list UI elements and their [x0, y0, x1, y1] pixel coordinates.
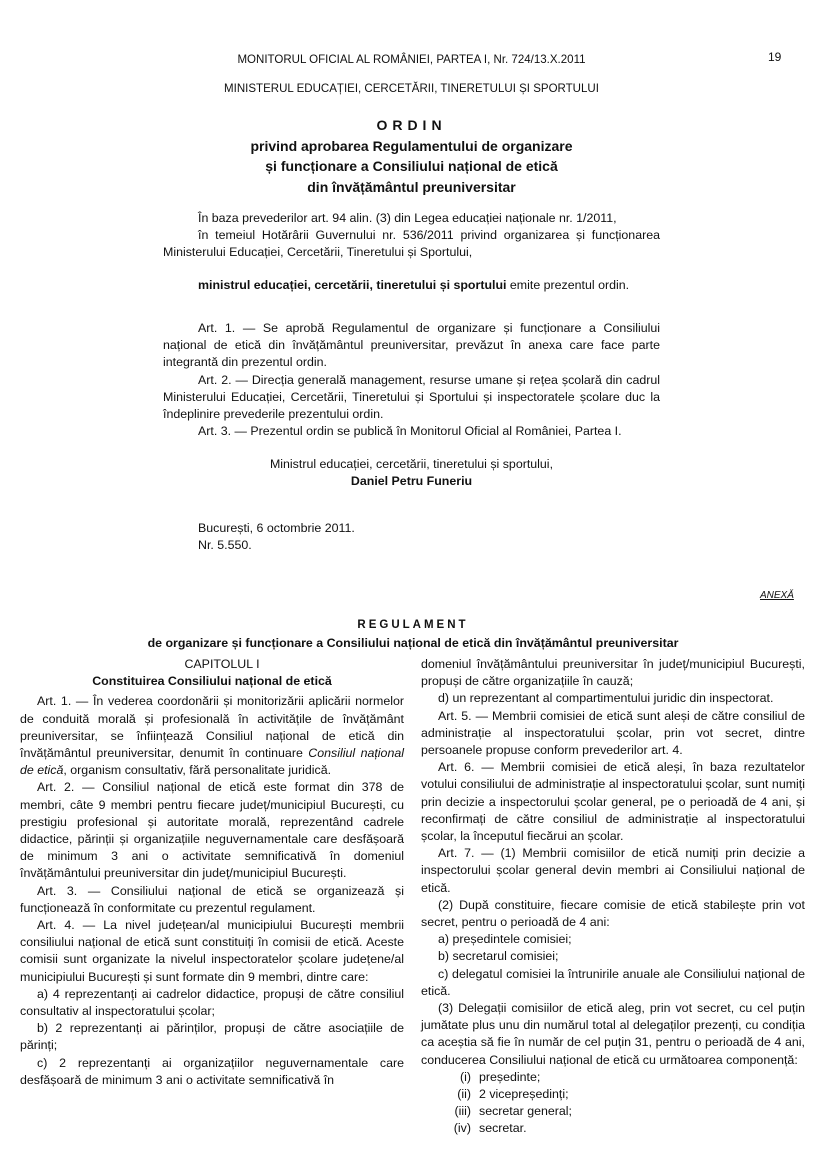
article-paragraph: (3) Delegații comisiilor de etică aleg, prin vot secret, cu cel puțin jumătate plus unu din numărul total al delegaților prezenți, cu condiția ca aceștia să fie în număr de cel puțin 31, pentru o perioadă de 4 ani, conducerea Consiliului național de etică cu următoarea componență:	[421, 1001, 805, 1067]
issuer-rest: emite prezentul ordin.	[506, 278, 630, 292]
article-paragraph: Art. 2. — Consiliul național de etică este format din 378 de membri, câte 9 membri pentru fiecare județ/municipiul București, cu prestigiu profesional și autoritate morală, reprezentând cadrele didactice, părinții și organizațiile neguvernamentale care desfășoară de minimum 3 ani o activitate semnificativă în domeniul învățământului preuniversitar din județ/municipiul București.	[20, 780, 404, 881]
article-paragraph: (2) După constituire, fiecare comisie de etică stabilește prin vot secret, pentru o perioadă de 4 ani:	[421, 897, 805, 930]
roman-numeral: (iv)	[453, 1121, 471, 1136]
preamble-paragraph: în temeiul Hotărârii Guvernului nr. 536/2011 privind organizarea și funcționarea Ministerului Educației, Cercetării, Tineretului și Sportului,	[163, 228, 660, 260]
article-paragraph: Art. 7. — (1) Membrii comisiilor de etică numiți prin decizie a inspectorului școlar general devin membri ai Consiliului național de etică.	[421, 846, 805, 895]
order-number: Nr. 5.550.	[198, 538, 252, 552]
ministry-name: MINISTERUL EDUCAȚIEI, CERCETĂRII, TINERETULUI ȘI SPORTULUI	[224, 81, 599, 95]
right-column	[421, 656, 805, 1138]
preamble-paragraph: În baza prevederilor art. 94 alin. (3) din Legea educației naționale nr. 1/2011,	[198, 211, 617, 225]
signatory-name: Daniel Petru Funeriu	[350, 474, 473, 488]
order-article: Art. 1. — Se aprobă Regulamentul de organizare și funcționare a Consiliului național de etică din învățământul preuniversitar, prevăzut în anexa care face parte integrantă din prezentul ordin.	[163, 321, 660, 370]
annex-subtitle: de organizare și funcționare a Consiliului național de etică din învățământul preuniversitar	[147, 636, 679, 650]
order-subtitle-2: și funcționare a Consiliului național de etică	[265, 158, 558, 174]
list-item: c) 2 reprezentanți ai organizațiilor neguvernamentale care desfășoară de minimum 3 ani o activitate semnificativă în	[20, 1055, 404, 1087]
art1-text: Art. 1. — În vederea coordonării și monitorizării aplicării normelor de conduită morală și profesională în activitățile de învățământ preuniversitar, se înființează Consiliul național de etică din învățământul preuniversitar, denumit în continuare	[20, 694, 404, 761]
roman-list-item	[421, 1120, 805, 1137]
left-column	[20, 656, 404, 1089]
signatory-title: Ministrul educației, cercetării, tineretului și sportului,	[269, 457, 554, 471]
page-number: 19	[768, 50, 782, 64]
roman-list-item	[421, 1086, 805, 1103]
list-item: a) președintele comisiei;	[438, 932, 572, 947]
order-subtitle-1: privind aprobarea Regulamentului de organizare	[250, 138, 573, 154]
issuer-paragraph	[163, 277, 660, 294]
art1-italic: Consiliul național de etică	[20, 746, 404, 778]
order-article: Art. 3. — Prezentul ordin se publică în Monitorul Oficial al României, Partea I.	[198, 424, 622, 439]
list-item: d) un reprezentant al compartimentului juridic din inspectorat.	[438, 691, 774, 706]
list-item: a) 4 reprezentanți ai cadrelor didactice, propuși de către consiliul consultativ al inspectoratului școlar;	[20, 986, 404, 1019]
chapter-title: Constituirea Consiliului național de etică	[92, 674, 332, 689]
order-subtitle-3: din învățământul preuniversitar	[307, 179, 516, 195]
list-item: b) secretarul comisiei;	[438, 949, 559, 964]
list-item: c) delegatul comisiei la întrunirile anuale ale Consiliului național de etică.	[421, 966, 805, 998]
roman-list-item	[421, 1103, 805, 1120]
article-paragraph: Art. 4. — La nivel județean/al municipiului București membrii consiliului național de etică sunt constituiți în comisii de etică. Aceste comisii sunt organizate la nivelul inspectoratelor școlare județene/al municipiului București și sunt formate din 9 membri, dintre care:	[20, 918, 404, 984]
publication-header: MONITORUL OFICIAL AL ROMÂNIEI, PARTEA I, Nr. 724/13.X.2011	[237, 52, 586, 66]
order-preamble	[163, 210, 660, 262]
art1-text-end: , organism consultativ, fără personalitate juridică.	[63, 763, 332, 778]
issuer-bold: ministrul educației, cercetării, tineretului și sportului	[198, 278, 507, 292]
annex-title: REGULAMENT	[357, 619, 469, 631]
article-1	[20, 693, 404, 779]
roman-text: secretar.	[479, 1121, 527, 1136]
order-title: ORDIN	[376, 117, 447, 133]
continuation-paragraph: domeniul învățământului preuniversitar în județ/municipiul București, propuși de către organizațiile în cauză;	[421, 657, 805, 689]
roman-list-item	[421, 1069, 805, 1086]
roman-numeral: (i)	[459, 1069, 471, 1084]
article-paragraph: Art. 5. — Membrii comisiei de etică sunt aleși de către consiliul de administrație al inspectoratului școlar, prin vot secret, dintre persoanele propuse conform prevederilor art. 4.	[421, 708, 805, 758]
roman-text: președinte;	[479, 1069, 541, 1084]
chapter-label: CAPITOLUL I	[184, 657, 260, 671]
roman-text: secretar general;	[479, 1104, 572, 1119]
list-item: b) 2 reprezentanți ai părinților, propuși de către asociațiile de părinți;	[20, 1021, 404, 1053]
article-paragraph: Art. 6. — Membrii comisiei de etică aleși, în baza rezultatelor votului consiliului de administrație al inspectoratului școlar, sunt numiți prin decizie a inspectorului școlar general, pe o perioadă de 4 ani, și reconfirmați de către consiliul de administrație al inspectoratului școlar, la începutul fiecărui an școlar.	[421, 760, 805, 844]
order-article: Art. 2. — Direcția generală management, resurse umane și rețea școlară din cadrul Ministerului Educației, Cercetării, Tineretului și Sportului și inspectoratele școlare duc la îndeplinire prevederile prezentului ordin.	[163, 372, 660, 422]
article-paragraph: Art. 3. — Consiliului național de etică se organizează și funcționează în conformitate cu prezentul regulament.	[20, 883, 404, 915]
annex-label: ANEXĂ	[760, 590, 794, 601]
roman-numeral: (iii)	[454, 1104, 471, 1119]
order-articles	[163, 320, 660, 440]
place-date: București, 6 octombrie 2011.	[198, 521, 355, 535]
order-issuer	[163, 277, 660, 294]
roman-numeral: (ii)	[457, 1087, 471, 1102]
roman-text: 2 vicepreședinți;	[479, 1087, 569, 1102]
